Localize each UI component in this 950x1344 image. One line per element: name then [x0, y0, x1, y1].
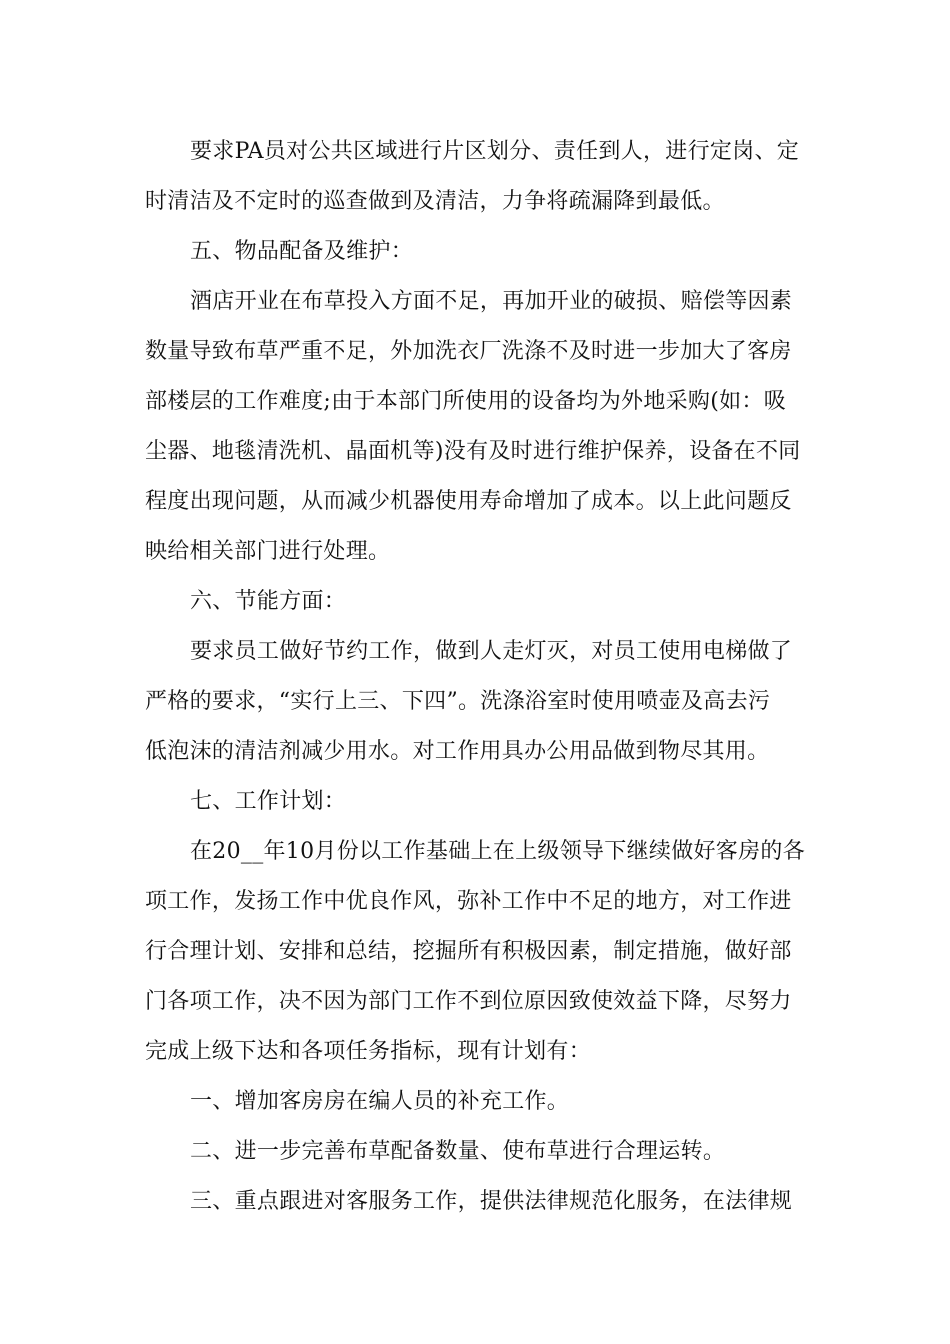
text-line: 低泡沫的清洁剂减少用水。对工作用具办公用品做到物尽其用。 [145, 739, 770, 764]
text-line: 完成上级下达和各项任务指标，现有计划有： [145, 1039, 592, 1064]
text-line: 数量导致布草严重不足，外加洗衣厂洗涤不及时进一步加大了客房 [145, 339, 792, 364]
text-line: 酒店开业在布草投入方面不足，再加开业的破损、赔偿等因素 [190, 289, 793, 314]
section-heading: 七、工作计划： [190, 789, 347, 814]
list-item: 一、增加客房房在编人员的补充工作。 [190, 1089, 570, 1114]
text-line: 部楼层的工作难度;由于本部门所使用的设备均为外地采购(如：吸 [145, 389, 786, 414]
text-line: 映给相关部门进行处理。 [145, 539, 391, 564]
text-line: 在20__年10月份以工作基础上在上级领导下继续做好客房的各 [190, 839, 805, 864]
text-line: 要求员工做好节约工作，做到人走灯灭，对员工使用电梯做了 [190, 639, 793, 664]
text-line: 程度出现问题，从而减少机器使用寿命增加了成本。以上此问题反 [145, 489, 792, 514]
text-line: 门各项工作，决不因为部门工作不到位原因致使效益下降，尽努力 [145, 989, 792, 1014]
list-item: 二、进一步完善布草配备数量、使布草进行合理运转。 [190, 1139, 726, 1164]
text-line: 尘器、地毯清洗机、晶面机等)没有及时进行维护保养，设备在不同 [145, 439, 801, 464]
text-line: 行合理计划、安排和总结，挖掘所有积极因素，制定措施，做好部 [145, 939, 792, 964]
text-line: 严格的要求，“实行上三、下四”。洗涤浴室时使用喷壶及高去污 [145, 689, 771, 714]
section-heading: 六、节能方面： [190, 589, 347, 614]
section-heading: 五、物品配备及维护： [190, 239, 414, 264]
text-line: 项工作，发扬工作中优良作风，弥补工作中不足的地方，对工作进 [145, 889, 792, 914]
text-line: 要求PA员对公共区域进行片区划分、责任到人，进行定岗、定 [190, 139, 800, 164]
text-line: 时清洁及不定时的巡查做到及清洁，力争将疏漏降到最低。 [145, 189, 725, 214]
list-item: 三、重点跟进对客服务工作，提供法律规范化服务，在法律规 [190, 1189, 793, 1214]
